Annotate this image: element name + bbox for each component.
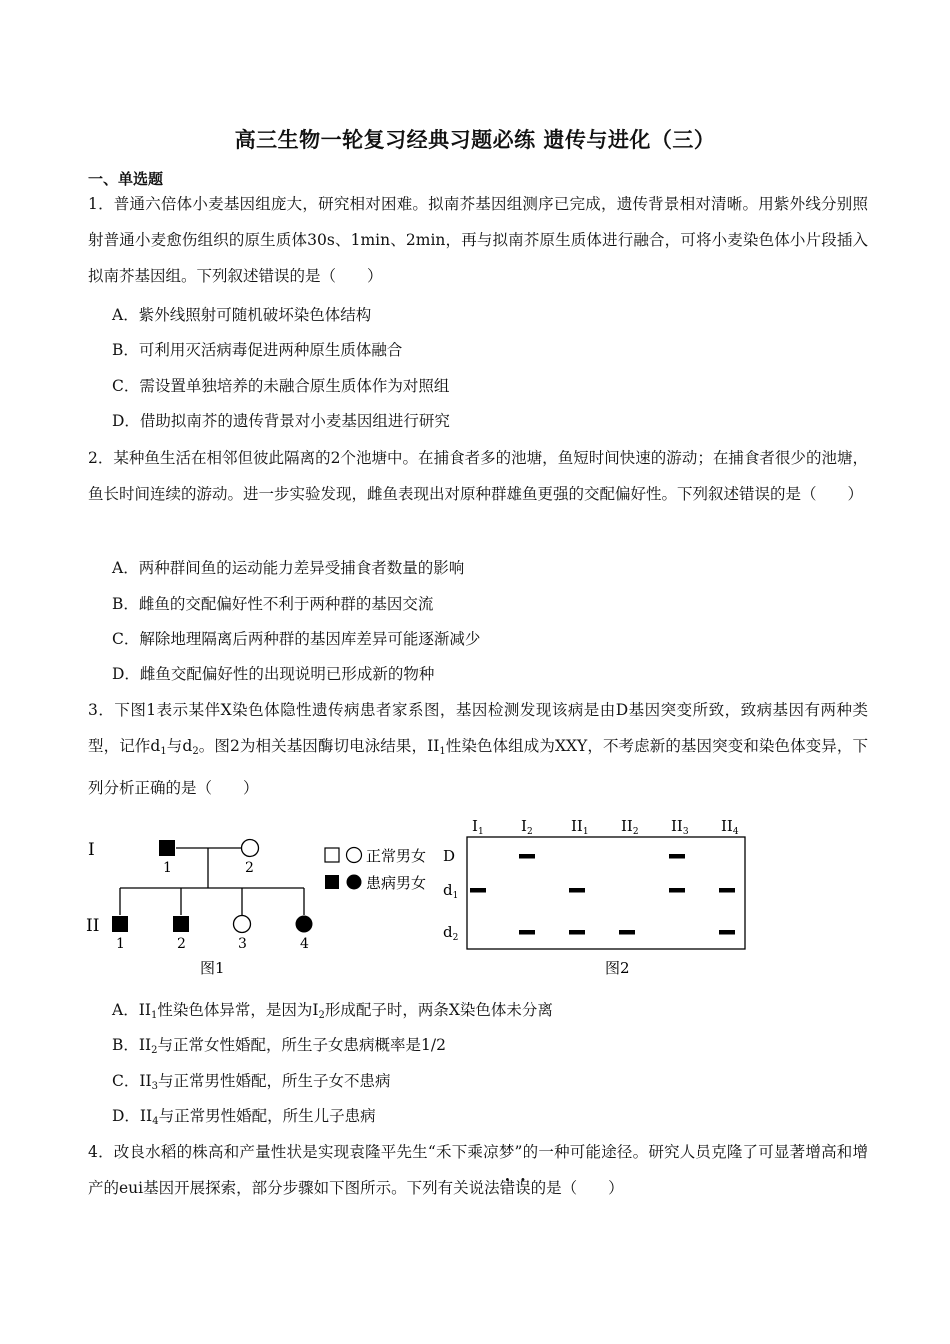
gel-band-d1: [719, 888, 735, 893]
legend-normal-female-circle: [347, 848, 362, 863]
legend-normal-label: 正常男女: [366, 847, 427, 865]
lane-label: $II_4$: [721, 817, 739, 837]
pedigree-number-ii1: 1: [116, 936, 125, 952]
question-3-option-c: C．$II_3$与正常男性婚配，所生子女不患病: [112, 1072, 391, 1092]
figure-2-electrophoresis: [435, 813, 755, 985]
question-2-option-a: A．两种群间鱼的运动能力差异受捕食者数量的影响: [112, 559, 465, 577]
emphasis-char: 错: [499, 1179, 516, 1197]
question-2-stem: 2．某种鱼生活在相邻但彼此隔离的2个池塘中。在捕食者多的池塘，鱼短时间快速的游动；在捕食者很少的池塘，鱼长时间连续的游动。进一步实验发现，雌鱼表现出对原种群雄鱼更强的交配偏好性。下列叙述错误的是（ ）: [88, 449, 868, 503]
gel-frame: [467, 837, 745, 949]
row-label: $d_2$: [443, 923, 459, 943]
pedigree-number-i2: 2: [245, 860, 254, 876]
legend-affected-label: 患病男女: [366, 874, 427, 892]
question-1-option-b: B．可利用灭活病毒促进两种原生质体融合: [112, 341, 403, 359]
pedigree-ii1-affected-male: [112, 916, 128, 932]
pedigree-number-i1: 1: [163, 860, 172, 876]
pedigree-number-ii3: 3: [238, 936, 247, 952]
question-2-option-c: C．解除地理隔离后两种群的基因库差异可能逐渐减少: [112, 630, 481, 648]
question-1-stem: 1．普通六倍体小麦基因组庞大，研究相对困难。拟南芥基因组测序已完成，遗传背景相对清晰。用紫外线分别照射普通小麦愈伤组织的原生质体30s、1min、2min，再与拟南芥原生质体进行融合，可将小麦染色体小片段插入拟南芥基因组。下列叙述错误的是（ ）: [88, 195, 868, 285]
pedigree-i2-normal-female: [242, 840, 259, 857]
lane-label: $II_1$: [571, 817, 589, 837]
question-3-option-b: B．$II_2$与正常女性婚配，所生子女患病概率是1/2: [112, 1036, 446, 1056]
emphasis-char: 误: [515, 1179, 531, 1197]
pedigree-ii3-normal-female: [234, 916, 251, 933]
gel-band-D: [519, 854, 535, 859]
generation-label-ii: II: [86, 916, 100, 936]
gel-band-d2: [619, 930, 635, 935]
gel-band-d2: [719, 930, 735, 935]
figure-1-pedigree: [80, 825, 450, 985]
page-title: 高三生物一轮复习经典习题必练 遗传与进化（三）: [234, 127, 716, 152]
legend-normal-male-square: [325, 848, 339, 862]
generation-label-i: I: [88, 840, 95, 860]
legend-affected-male-square: [325, 875, 339, 889]
pedigree-number-ii4: 4: [300, 936, 309, 952]
question-3-option-d: D．$II_4$与正常男性婚配，所生儿子患病: [112, 1107, 376, 1127]
gel-band-d2: [519, 930, 535, 935]
lane-label: $I_1$: [472, 817, 484, 837]
pedigree-ii2-affected-male: [173, 916, 189, 932]
lane-label: $II_3$: [671, 817, 689, 837]
gel-band-d1: [470, 888, 486, 893]
question-3-option-a: A．$II_1$性染色体异常，是因为$I_2$形成配子时，两条X染色体未分离: [112, 1001, 553, 1021]
question-1-option-a: A．紫外线照射可随机破坏染色体结构: [112, 306, 372, 324]
row-label: $d_1$: [443, 881, 459, 901]
lane-label: $II_2$: [621, 817, 639, 837]
section-heading: 一、单选题: [88, 170, 164, 188]
pedigree-ii4-affected-female: [296, 916, 313, 933]
gel-band-D: [669, 854, 685, 859]
question-4-stem: 4．改良水稻的株高和产量性状是实现袁隆平先生“禾下乘凉梦”的一种可能途径。研究人员克隆了可显著增高和增产的eui基因开展探索，部分步骤如下图所示。下列有关说法错误的是（ ）: [88, 1143, 868, 1197]
question-1-option-d: D．借助拟南芥的遗传背景对小麦基因组进行研究: [112, 412, 450, 430]
gel-band-d1: [569, 888, 585, 893]
figure-1-caption: 图1: [200, 959, 225, 977]
question-3-stem: 3．下图1表示某伴X染色体隐性遗传病患者家系图，基因检测发现该病是由D基因突变所致，致病基因有两种类型，记作$d_1$与$d_2$。图2为相关基因酶切电泳结果，$II_1$性染色体组成为XXY，不考虑新的基因突变和染色体变异，下列分析正确的是（ ）: [88, 701, 868, 797]
pedigree-number-ii2: 2: [177, 936, 186, 952]
gel-band-d1: [669, 888, 685, 893]
figure-2-caption: 图2: [605, 959, 630, 977]
question-2-option-d: D．雌鱼交配偏好性的出现说明已形成新的物种: [112, 665, 435, 683]
legend-affected-female-circle: [347, 875, 362, 890]
row-label: D: [443, 847, 456, 865]
pedigree-i1-affected-male: [159, 840, 175, 856]
question-2-option-b: B．雌鱼的交配偏好性不利于两种群的基因交流: [112, 595, 434, 613]
gel-band-d2: [569, 930, 585, 935]
question-1-option-c: C．需设置单独培养的未融合原生质体作为对照组: [112, 377, 450, 395]
lane-label: $I_2$: [521, 817, 533, 837]
